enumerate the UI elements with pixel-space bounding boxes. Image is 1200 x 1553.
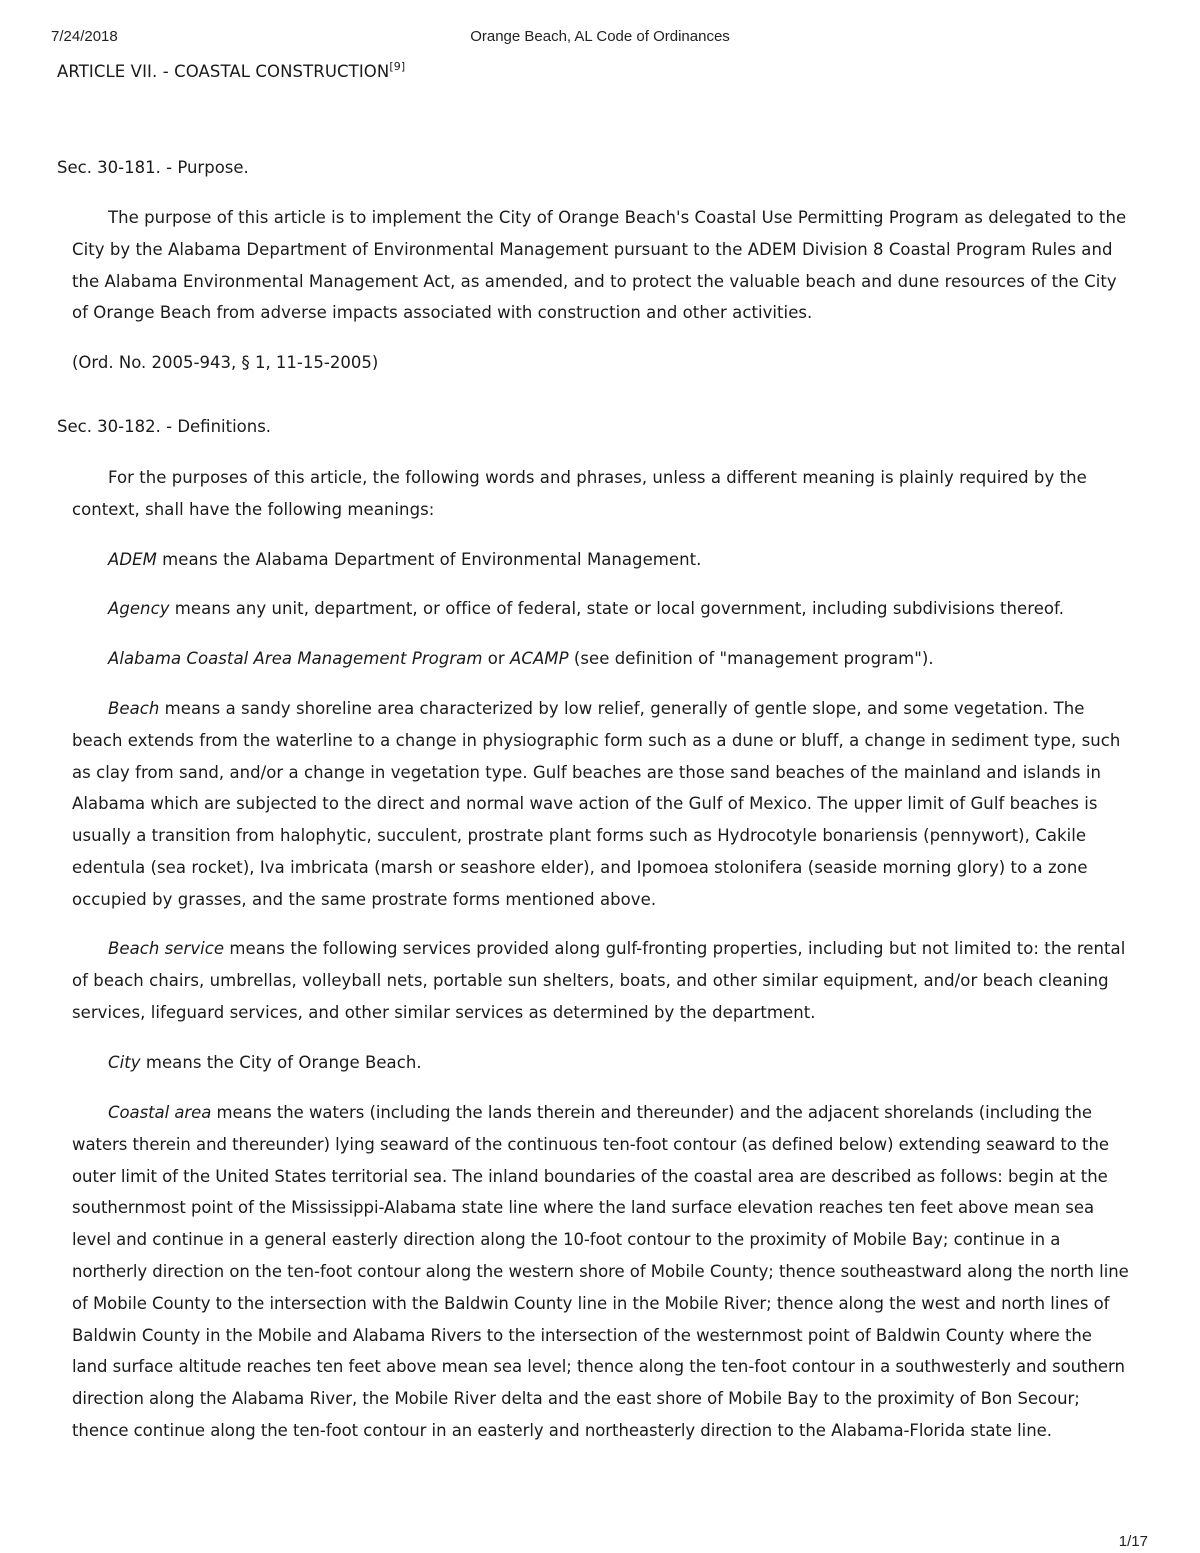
definition-beach-service <box>72 933 1132 1028</box>
definition-city <box>72 1047 1132 1079</box>
definition-agency <box>72 593 1132 625</box>
definition-term: Agency <box>108 599 170 618</box>
definition-adem <box>72 544 1132 576</box>
definition-term: City <box>108 1053 141 1072</box>
print-title: Orange Beach, AL Code of Ordinances <box>470 28 730 45</box>
definition-text: (see definition of "management program"). <box>568 649 934 668</box>
print-title-wrapper <box>0 28 1200 45</box>
article-title <box>57 62 405 81</box>
definition-text: means the following services provided along gulf-fronting properties, including but not limited to: the rental of beach chairs, umbrellas, volleyball nets, portable sun shelters, boats, and other similar equipment, and/or beach cleaning services, lifeguard services, and other similar services as determined by the department. <box>72 939 1126 1022</box>
definition-text: means any unit, department, or office of federal, state or local government, including subdivisions thereof. <box>169 599 1065 618</box>
definition-text: means a sandy shoreline area characterized by low relief, generally of gentle slope, and some vegetation. The beach extends from the waterline to a change in physiographic form such as a dune or bluff, a change in sediment type, such as clay from sand, and/or a change in vegetation type. Gulf beaches are those sand beaches of the mainland and islands in Alabama which are subjected to the direct and normal wave action of the Gulf of Mexico. The upper limit of Gulf beaches is usually a transition from halophytic, succulent, prostrate plant forms such as Hydrocotyle bonariensis (pennywort), Cakile edentula (sea rocket), Iva imbricata (marsh or seashore elder), and Ipomoea stolonifera (seaside morning glory) to a zone occupied by grasses, and the same prostrate forms mentioned above. <box>72 699 1121 909</box>
history-note: (Ord. No. 2005-943, § 1, 11-15-2005) <box>72 353 379 372</box>
definition-text: means the City of Orange Beach. <box>140 1053 422 1072</box>
definition-term-acronym: ACAMP <box>510 649 569 668</box>
definition-coastal-area <box>72 1097 1132 1447</box>
definitions-intro: For the purposes of this article, the following words and phrases, unless a different meaning is plainly required by the context, shall have the following meanings: <box>72 468 1087 519</box>
definition-beach <box>72 693 1132 916</box>
article-title-text: ARTICLE VII. - COASTAL CONSTRUCTION <box>57 62 390 81</box>
definition-term: Beach <box>108 699 160 718</box>
page-number: 1/17 <box>1118 1533 1148 1550</box>
definition-term: Beach service <box>108 939 225 958</box>
definition-term: ADEM <box>108 550 157 569</box>
section-heading-purpose: Sec. 30-181. - Purpose. <box>57 158 249 177</box>
definition-term: Coastal area <box>108 1103 212 1122</box>
print-header <box>0 28 1200 48</box>
footnote-link[interactable]: [9] <box>389 60 406 73</box>
definition-text: means the Alabama Department of Environmental Management. <box>156 550 702 569</box>
definition-acamp <box>72 643 1132 675</box>
section-heading-definitions: Sec. 30-182. - Definitions. <box>57 417 272 436</box>
definition-connector: or <box>482 649 511 668</box>
purpose-paragraph: The purpose of this article is to implement the City of Orange Beach's Coastal Use Permitting Program as delegated to the City by the Alabama Department of Environmental Management pursuant to the ADEM Division 8 Coastal Program Rules and the Alabama Environmental Management Act, as amended, and to protect the valuable beach and dune resources of the City of Orange Beach from adverse impacts associated with construction and other activities. <box>72 208 1127 323</box>
definition-text: means the waters (including the lands therein and thereunder) and the adjacent shorelands (including the waters therein and thereunder) lying seaward of the continuous ten-foot contour (as defined below) extending seaward to the outer limit of the United States territorial sea. The inland boundaries of the coastal area are described as follows: begin at the southernmost point of the Mississippi-Alabama state line where the land surface elevation reaches ten feet above mean sea level and continue in a general easterly direction along the 10-foot contour to the proximity of Mobile Bay; continue in a northerly direction on the ten-foot contour along the western shore of Mobile County; thence southeastward along the north line of Mobile County to the intersection with the Baldwin County line in the Mobile River; thence along the west and north lines of Baldwin County in the Mobile and Alabama Rivers to the intersection of the westernmost point of Baldwin County where the land surface altitude reaches ten feet above mean sea level; thence along the ten-foot contour in a southwesterly and southern direction along the Alabama River, the Mobile River delta and the east shore of Mobile Bay to the proximity of Bon Secour; thence continue along the ten-foot contour in an easterly and northeasterly direction to the Alabama-Florida state line. <box>72 1103 1129 1440</box>
print-date: 7/24/2018 <box>51 28 118 45</box>
definition-term: Alabama Coastal Area Management Program <box>108 649 483 668</box>
